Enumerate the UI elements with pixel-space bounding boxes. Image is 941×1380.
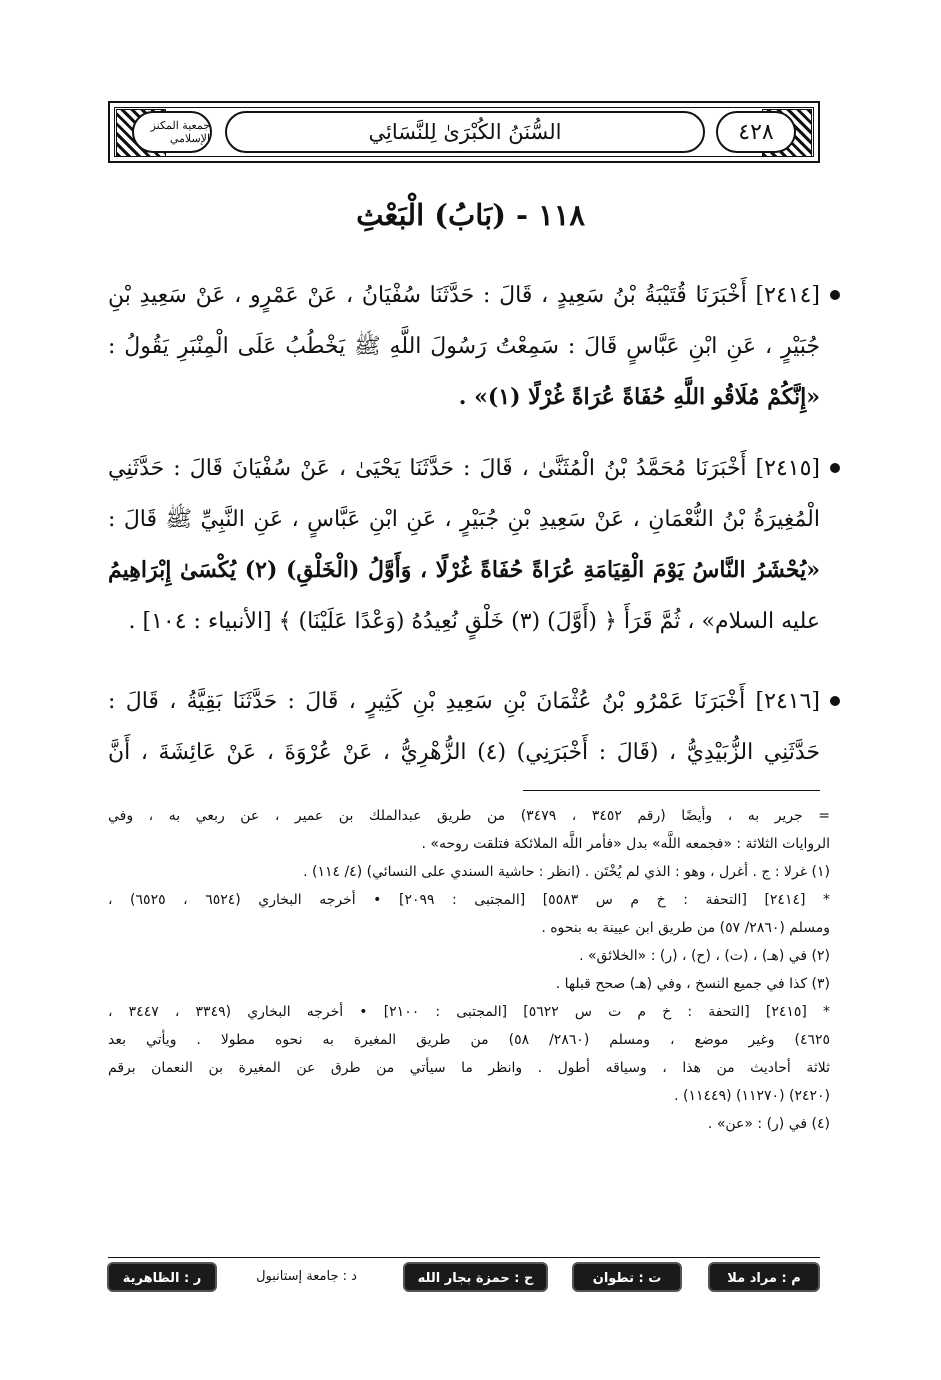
- publisher-seal: جمعية المكنز الإسلامي: [132, 111, 212, 153]
- footnote-line: (١) غرلا : ج . أغرل ، وهو : الذي لم يُخْتَن . (انظر : حاشية السندي على النسائي) (٤/ ١١٤) .: [303, 864, 830, 880]
- hadith-line: حَدَّثَنِي الزُّبَيْدِيُّ ، (قَالَ : أَخْبَرَنِي) (٤) الزُّهْرِيُّ ، عَنْ عُرْوَةَ ، عَنْ عَائِشَةَ ، أَنَّ: [108, 740, 820, 765]
- footnote-line: ومسلم (٢٨٦٠/ ٥٧) من طريق ابن عيينة به بنحوه .: [541, 920, 830, 936]
- footnote-line: = جرير به ، وأيضًا (رقم ٣٤٥٢ ، ٣٤٧٩) من طريق عبدالملك بن عمير ، عن ربعي به ، وفي: [108, 808, 830, 824]
- footnote-line: (٣) كذا في جميع النسخ ، وفي (هـ) صحح قبلها .: [555, 976, 830, 992]
- footnote-line: (٢) في (هـ) ، (ت) ، (ح) ، (ر) : «الخلائق» .: [579, 948, 830, 964]
- footer-rule: [108, 1257, 820, 1258]
- manuscript-tag: ح : حمزة بجار الله: [403, 1262, 548, 1292]
- hadith-line: الْمُغِيرَةُ بْنُ النُّعْمَانِ ، عَنْ سَعِيدِ بْنِ جُبَيْرٍ ، عَنِ ابْنِ عَبَّاسٍ ، عَنِ النَّبِيِّ ﷺ قَالَ :: [108, 507, 820, 532]
- bullet-icon: [830, 696, 840, 706]
- footnote-line: * [٢٤١٥] [التحفة : خ م ت س ٥٦٢٢] [المجتبى : ٢١٠٠] • أخرجه البخاري (٣٣٤٩ ، ٣٤٤٧ ،: [108, 1004, 831, 1020]
- bullet-icon: [830, 290, 840, 300]
- footnote-line: (٤) في (ر) : «عن» .: [707, 1116, 830, 1132]
- bullet-icon: [830, 463, 840, 473]
- manuscript-tag: م : مراد ملا: [708, 1262, 820, 1292]
- footnotes: [108, 802, 830, 1138]
- footnote-line: ٤٦٢٥) وغير موضع ، ومسلم (٢٨٦٠/ ٥٨) من طريق المغيرة به نحوه مطولا . ويأتي بعد: [108, 1032, 831, 1048]
- footnote-line: الروايات الثلاثة : «فجمعه اللَّه» بدل «فأمر اللَّه الملائكة فتلقت روحه» .: [421, 836, 830, 852]
- hadith-line: جُبَيْرٍ ، عَنِ ابْنِ عَبَّاسٍ قَالَ : سَمِعْتُ رَسُولَ اللَّهِ ﷺ يَخْطُبُ عَلَى الْمِنْبَرِ يَقُولُ :: [108, 334, 820, 359]
- footnote-line: ثلاثة أحاديث من هذا ، وسياقه أطول . وانظر ما سيأتي من طرق عن المغيرة بن النعمان برقم: [108, 1060, 830, 1076]
- hadith-2416: [108, 676, 820, 778]
- hadith-line: [٢٤١٥] أَخْبَرَنَا مُحَمَّدُ بْنُ الْمُثَنَّىٰ ، قَالَ : حَدَّثَنَا يَحْيَىٰ ، عَنْ سُفْيَانَ قَالَ : حَدَّثَنِي: [108, 456, 820, 481]
- manuscript-tag: ر : الظاهرية: [107, 1262, 217, 1292]
- hadith-line: «إِنَّكُمْ مُلَاقُو اللَّهِ حُفَاةً عُرَاةً غُرْلًا (١)» .: [458, 384, 820, 410]
- hadith-line: «يُحْشَرُ النَّاسُ يَوْمَ الْقِيَامَةِ عُرَاةً حُفَاةً غُرْلًا ، وَأَوَّلُ (الْخَلْقِ) (٢) يُكْسَىٰ إِبْرَاهِيمُ: [108, 557, 820, 583]
- hadith-2415: [108, 443, 820, 647]
- manuscript-tag: ت : تطوان: [572, 1262, 682, 1292]
- hadith-line: [٢٤١٦] أَخْبَرَنَا عَمْرُو بْنُ عُثْمَانَ بْنِ سَعِيدِ بْنِ كَثِيرٍ ، قَالَ : حَدَّثَنَا بَقِيَّةُ ، قَالَ :: [108, 689, 820, 714]
- footnote-line: (٢٤٢٠) (١١٢٧٠) (١١٤٤٩) .: [674, 1088, 830, 1104]
- footnote-separator: [523, 790, 820, 791]
- book-title: السُّنَنُ الكُبْرَىٰ لِلنَّسَائِي: [225, 111, 705, 153]
- hadith-line: [٢٤١٤] أَخْبَرَنَا قُتَيْبَةُ بْنُ سَعِيدٍ ، قَالَ : حَدَّثَنَا سُفْيَانُ ، عَنْ عَمْرٍو ، عَنْ سَعِيدِ بْنِ: [108, 283, 820, 308]
- manuscript-label: د : جامعة إستانبول: [256, 1269, 357, 1284]
- chapter-title: ١١٨ - (بَابُ) الْبَعْثِ: [356, 198, 585, 232]
- footnote-line: * [٢٤١٤] [التحفة : خ م س ٥٥٨٣] [المجتبى : ٢٠٩٩] • أخرجه البخاري (٦٥٢٤ ، ٦٥٢٥) ،: [108, 892, 830, 908]
- page-header: [108, 101, 820, 163]
- hadith-line: عليه السلام» ، ثُمَّ قَرَأَ ﴿ (أَوَّلَ) (٣) خَلْقٍ نُعِيدُهُ (وَعْدًا عَلَيْنَا) ﴾ [الأنبياء : ١٠٤] .: [128, 609, 820, 634]
- manuscript-legend: [108, 1262, 820, 1294]
- page-number: ٤٢٨: [716, 111, 796, 153]
- hadith-2414: [108, 270, 820, 423]
